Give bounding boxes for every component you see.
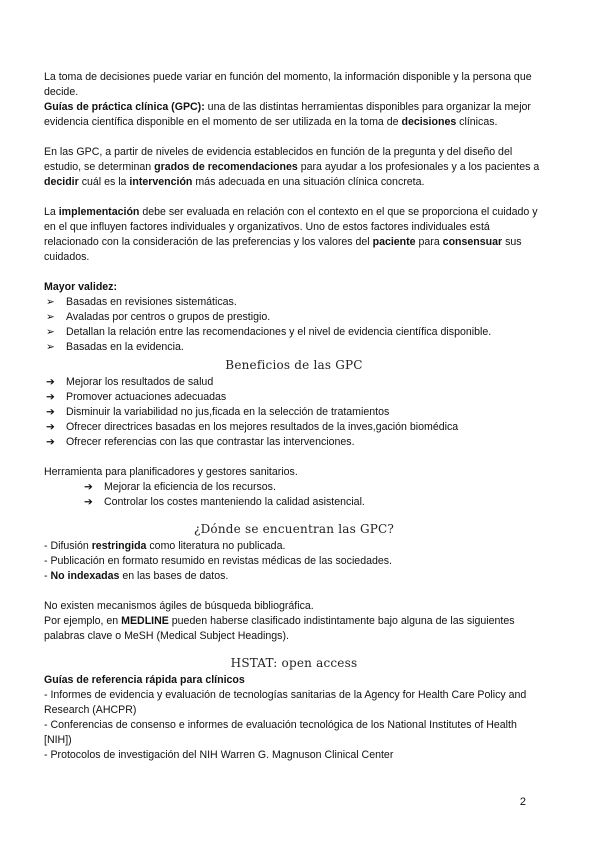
list-item: ➢ Basadas en la evidencia. xyxy=(46,341,184,353)
validez-title: Mayor validez: xyxy=(44,281,118,293)
document-page xyxy=(44,70,544,763)
arrow-right-icon: ➔ xyxy=(46,376,55,388)
arrow-right-icon: ➔ xyxy=(84,481,93,493)
donde-line-2: - Publicación en formato resumido en revistas médicas de las sociedades. xyxy=(44,555,393,567)
list-item: ➢ Avaladas por centros o grupos de prestigio. xyxy=(46,311,271,323)
list-item: ➔ Promover actuaciones adecuadas xyxy=(46,391,227,403)
paragraph-herramienta: Herramienta para planificadores y gestores sanitarios. xyxy=(44,466,298,478)
arrowhead-bullet-icon: ➢ xyxy=(46,326,55,338)
arrowhead-bullet-icon: ➢ xyxy=(46,311,55,323)
arrowhead-bullet-icon: ➢ xyxy=(46,296,55,308)
arrow-right-icon: ➔ xyxy=(84,496,93,508)
hstat-line-2: - Conferencias de consenso e informes de evaluación tecnológica de los National Institutes of Health [NIH]) xyxy=(44,719,517,746)
validez-list xyxy=(44,295,544,355)
donde-line-3: - No indexadas en las bases de datos. xyxy=(44,570,229,582)
beneficios-list xyxy=(44,375,544,450)
arrowhead-bullet-icon: ➢ xyxy=(46,341,55,353)
heading-hstat: HSTAT: open access xyxy=(230,656,358,670)
arrow-right-icon: ➔ xyxy=(46,391,55,403)
list-item: ➔ Ofrecer directrices basadas en los mejores resultados de la inves,gación biomédica xyxy=(46,421,459,433)
paragraph-gpc-definition: Guías de práctica clínica (GPC): una de las distintas herramientas disponibles para organizar la mejor evidencia científica disponible en el momento de ser utilizada en la toma de decisiones clínicas. xyxy=(44,101,531,128)
herramienta-list xyxy=(44,480,544,510)
arrow-right-icon: ➔ xyxy=(46,436,55,448)
paragraph-mecanismos: No existen mecanismos ágiles de búsqueda bibliográfica. xyxy=(44,600,314,612)
list-item: ➢ Detallan la relación entre las recomendaciones y el nivel de evidencia científica disponible. xyxy=(46,326,492,338)
list-item: ➔ Controlar los costes manteniendo la calidad asistencial. xyxy=(84,496,365,508)
paragraph-medline: Por ejemplo, en MEDLINE pueden haberse clasificado indistintamente bajo alguna de las siguientes palabras clave o MeSH (Medical Subject Headings). xyxy=(44,615,515,642)
heading-donde: ¿Dónde se encuentran las GPC? xyxy=(193,522,395,536)
hstat-subtitle: Guías de referencia rápida para clínicos xyxy=(44,674,245,686)
paragraph-decisiones: La toma de decisiones puede variar en función del momento, la información disponible y la persona que decide. xyxy=(44,71,532,98)
list-item: ➔ Ofrecer referencias con las que contrastar las intervenciones. xyxy=(46,436,355,448)
hstat-line-1: - Informes de evidencia y evaluación de tecnologías sanitarias de la Agency for Health Care Policy and Research (AHCPR) xyxy=(44,689,527,716)
list-item: ➢ Basadas en revisiones sistemáticas. xyxy=(46,296,237,308)
list-item: ➔ Mejorar la eficiencia de los recursos. xyxy=(84,481,276,493)
list-item: ➔ Mejorar los resultados de salud xyxy=(46,376,214,388)
arrow-right-icon: ➔ xyxy=(46,421,55,433)
hstat-line-3: - Protocolos de investigación del NIH Warren G. Magnuson Clinical Center xyxy=(44,749,394,761)
paragraph-implementacion: La implementación debe ser evaluada en relación con el contexto en el que se proporciona el cuidado y en el que influyen factores individuales y organizativos. Uno de estos factores individuales está relacionado con la consideración de las preferencias y los valores del paciente para consensuar sus cuidados. xyxy=(44,206,538,263)
gpc-term: Guías de práctica clínica (GPC): xyxy=(44,101,205,113)
paragraph-niveles-evidencia: En las GPC, a partir de niveles de evidencia establecidos en función de la pregunta y del diseño del estudio, se determinan grados de recomendaciones para ayudar a los profesionales y a los pacientes a decidir cuál es la intervención más adecuada en una situación clínica concreta. xyxy=(44,146,540,188)
heading-beneficios: Beneficios de las GPC xyxy=(225,358,363,372)
donde-line-1: - Difusión restringida como literatura no publicada. xyxy=(44,540,286,552)
list-item: ➔ Disminuir la variabilidad no jus,ficada en la selección de tratamientos xyxy=(46,406,390,418)
page-number: 2 xyxy=(519,796,526,808)
arrow-right-icon: ➔ xyxy=(46,406,55,418)
